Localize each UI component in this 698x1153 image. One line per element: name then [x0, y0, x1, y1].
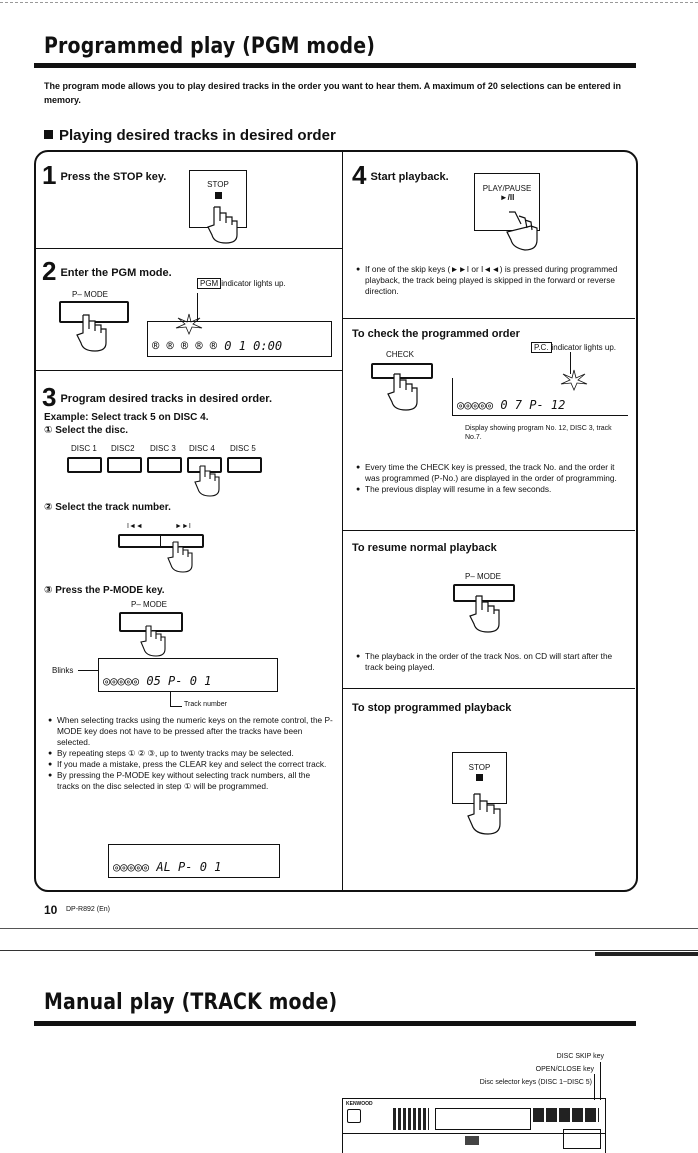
stop-square-icon [215, 192, 222, 199]
list-item: ● By pressing the P-MODE key without selecting track numbers, all the tracks on the disc selected in step ① will be programmed. [48, 770, 334, 792]
control-buttons-illustration [393, 1108, 429, 1130]
column-divider [342, 150, 343, 890]
section-divider [343, 688, 635, 689]
power-button-illustration [347, 1109, 361, 1123]
display-readout: ◎◎◎◎◎ AL P- 0 1 [113, 860, 222, 874]
list-item: ● If one of the skip keys (►►I or I◄◄) is pressed during programmed playback, the track being played is skipped in the forward or reverse direction. [356, 264, 628, 297]
disc-label: DISC 5 [230, 444, 256, 453]
title-rule [34, 1021, 636, 1026]
step3-heading: 3 Program desired tracks in desired order. [42, 382, 272, 412]
pointing-hand-icon [193, 464, 223, 498]
pointing-hand-icon [466, 792, 504, 836]
track-number-label: Track number [184, 701, 227, 708]
square-bullet-icon [44, 130, 53, 139]
stop-key-label: STOP [468, 763, 491, 772]
page2-title: Manual play (TRACK mode) [44, 990, 338, 1015]
disc-logo-illustration [465, 1136, 479, 1145]
disc-label: DISC 4 [189, 444, 215, 453]
check-notes [356, 462, 628, 495]
section-heading: Playing desired tracks in desired order [44, 127, 336, 144]
pointing-hand-icon [386, 372, 420, 412]
disc-label: DISC2 [111, 444, 135, 453]
display-window-illustration [435, 1108, 531, 1130]
blinks-label: Blinks [52, 666, 74, 675]
callout-line [594, 1074, 595, 1100]
p-mode-key-label: P– MODE [131, 600, 168, 609]
pointing-hand-icon [75, 313, 111, 353]
section-divider [343, 318, 635, 319]
title-rule [34, 63, 636, 68]
pointing-hand-icon [139, 624, 169, 658]
check-heading: To check the programmed order [352, 328, 520, 340]
play-pause-icon: ►/II [499, 193, 515, 202]
pgm-indicator-note: PGM indicator lights up. [197, 279, 286, 288]
check-display-caption: Display showing program No. 12, DISC 3, track No.7. [465, 425, 612, 441]
step3-sub3: ③ Press the P-MODE key. [44, 585, 165, 596]
display-readout: ◎◎◎◎◎ 05 P- 0 1 [103, 674, 212, 688]
resume-notes [356, 651, 628, 673]
list-item: ● If you made a mistake, press the CLEAR key and select the correct track. [48, 759, 334, 770]
model-code: DP-R892 (En) [66, 906, 110, 913]
list-item: ● When selecting tracks using the numeric keys on the remote control, the P-MODE key does not have to be pressed after the tracks have been selected. [48, 715, 334, 748]
page-number: 10 [44, 903, 58, 917]
button-cluster-illustration [563, 1129, 601, 1149]
display-panel [108, 844, 280, 878]
step1-heading: 1 Press the STOP key. [42, 160, 167, 190]
intro-text: The program mode allows you to play desired tracks in the order you want to hear them. A maximum of 20 selections can be entered in memory. [44, 81, 621, 105]
step4-heading: 4 Start playback. [352, 160, 449, 190]
disc1-button-illustration [67, 457, 102, 473]
stop-pgm-heading: To stop programmed playback [352, 702, 512, 714]
disc-label: DISC 1 [71, 444, 97, 453]
list-item: ● The playback in the order of the track Nos. on CD will start after the track being played. [356, 651, 628, 673]
brand-logo: KENWOOD [346, 1101, 373, 1107]
disc-skip-label: DISC SKIP key [556, 1053, 604, 1060]
step3-example: Example: Select track 5 on DISC 4. [44, 412, 209, 423]
display-readout: ◎◎◎◎◎ 0 7 P- 12 [457, 398, 566, 412]
open-close-label: OPEN/CLOSE key [535, 1066, 594, 1073]
section-divider [343, 530, 635, 531]
disc-selector-label: Disc selector keys (DISC 1~DISC 5) [479, 1079, 592, 1086]
step-divider [36, 248, 342, 249]
disc-selector-buttons-illustration [533, 1108, 599, 1122]
display-panel [452, 378, 628, 416]
stop-key-label: STOP [207, 180, 229, 189]
page-break-line [0, 928, 698, 929]
display-panel [147, 321, 332, 357]
disc3-button-illustration [147, 457, 182, 473]
list-item: ● The previous display will resume in a few seconds. [356, 484, 628, 495]
step3-notes [48, 715, 334, 792]
step-divider [36, 370, 342, 371]
page-title: Programmed play (PGM mode) [44, 34, 376, 59]
p-mode-key-label: P– MODE [465, 572, 502, 581]
display-panel [98, 658, 278, 692]
step3-sub1: ① Select the disc. [44, 425, 129, 436]
pc-indicator-note: P.C. indicator lights up. [531, 343, 616, 352]
pointing-hand-icon [505, 210, 543, 252]
page-break-mark [595, 952, 698, 956]
pointing-hand-icon [166, 540, 196, 576]
flash-icon [559, 370, 589, 390]
step-number: 1 [42, 160, 57, 190]
prev-skip-icon: I◄◄ [127, 523, 143, 530]
track-number-pointer [170, 706, 182, 707]
display-readout: ® ® ® ® ® 0 1 0:00 [152, 339, 283, 353]
list-item: ● Every time the CHECK key is pressed, the track No. and the order it was programmed (P-No.) are displayed in the order of programming. [356, 462, 628, 484]
step4-notes [356, 264, 628, 297]
p-mode-key-label: P– MODE [72, 290, 109, 299]
flash-icon [174, 314, 204, 334]
step-number: 2 [42, 256, 57, 286]
step-number: 4 [352, 160, 367, 190]
pointing-hand-icon [468, 594, 502, 634]
blinks-arrow [78, 670, 98, 671]
step-number: 3 [42, 382, 57, 412]
list-item: ● By repeating steps ① ② ③, up to twenty tracks may be selected. [48, 748, 334, 759]
top-dashed-border [0, 2, 698, 3]
play-pause-key-label: PLAY/PAUSE [482, 184, 532, 193]
pointing-hand-icon [206, 205, 242, 245]
disc2-button-illustration [107, 457, 142, 473]
page-break-line [0, 950, 698, 951]
step2-heading: 2 Enter the PGM mode. [42, 256, 172, 286]
track-number-pointer [170, 692, 171, 706]
check-key-label: CHECK [386, 350, 415, 359]
disc-label: DISC 3 [150, 444, 176, 453]
disc5-button-illustration [227, 457, 262, 473]
next-skip-icon: ►►I [175, 523, 191, 530]
stop-square-icon [476, 774, 483, 781]
cd-player-front-panel [342, 1098, 606, 1153]
step3-sub2: ② Select the track number. [44, 502, 171, 513]
resume-heading: To resume normal playback [352, 542, 497, 554]
callout-line [600, 1062, 601, 1100]
